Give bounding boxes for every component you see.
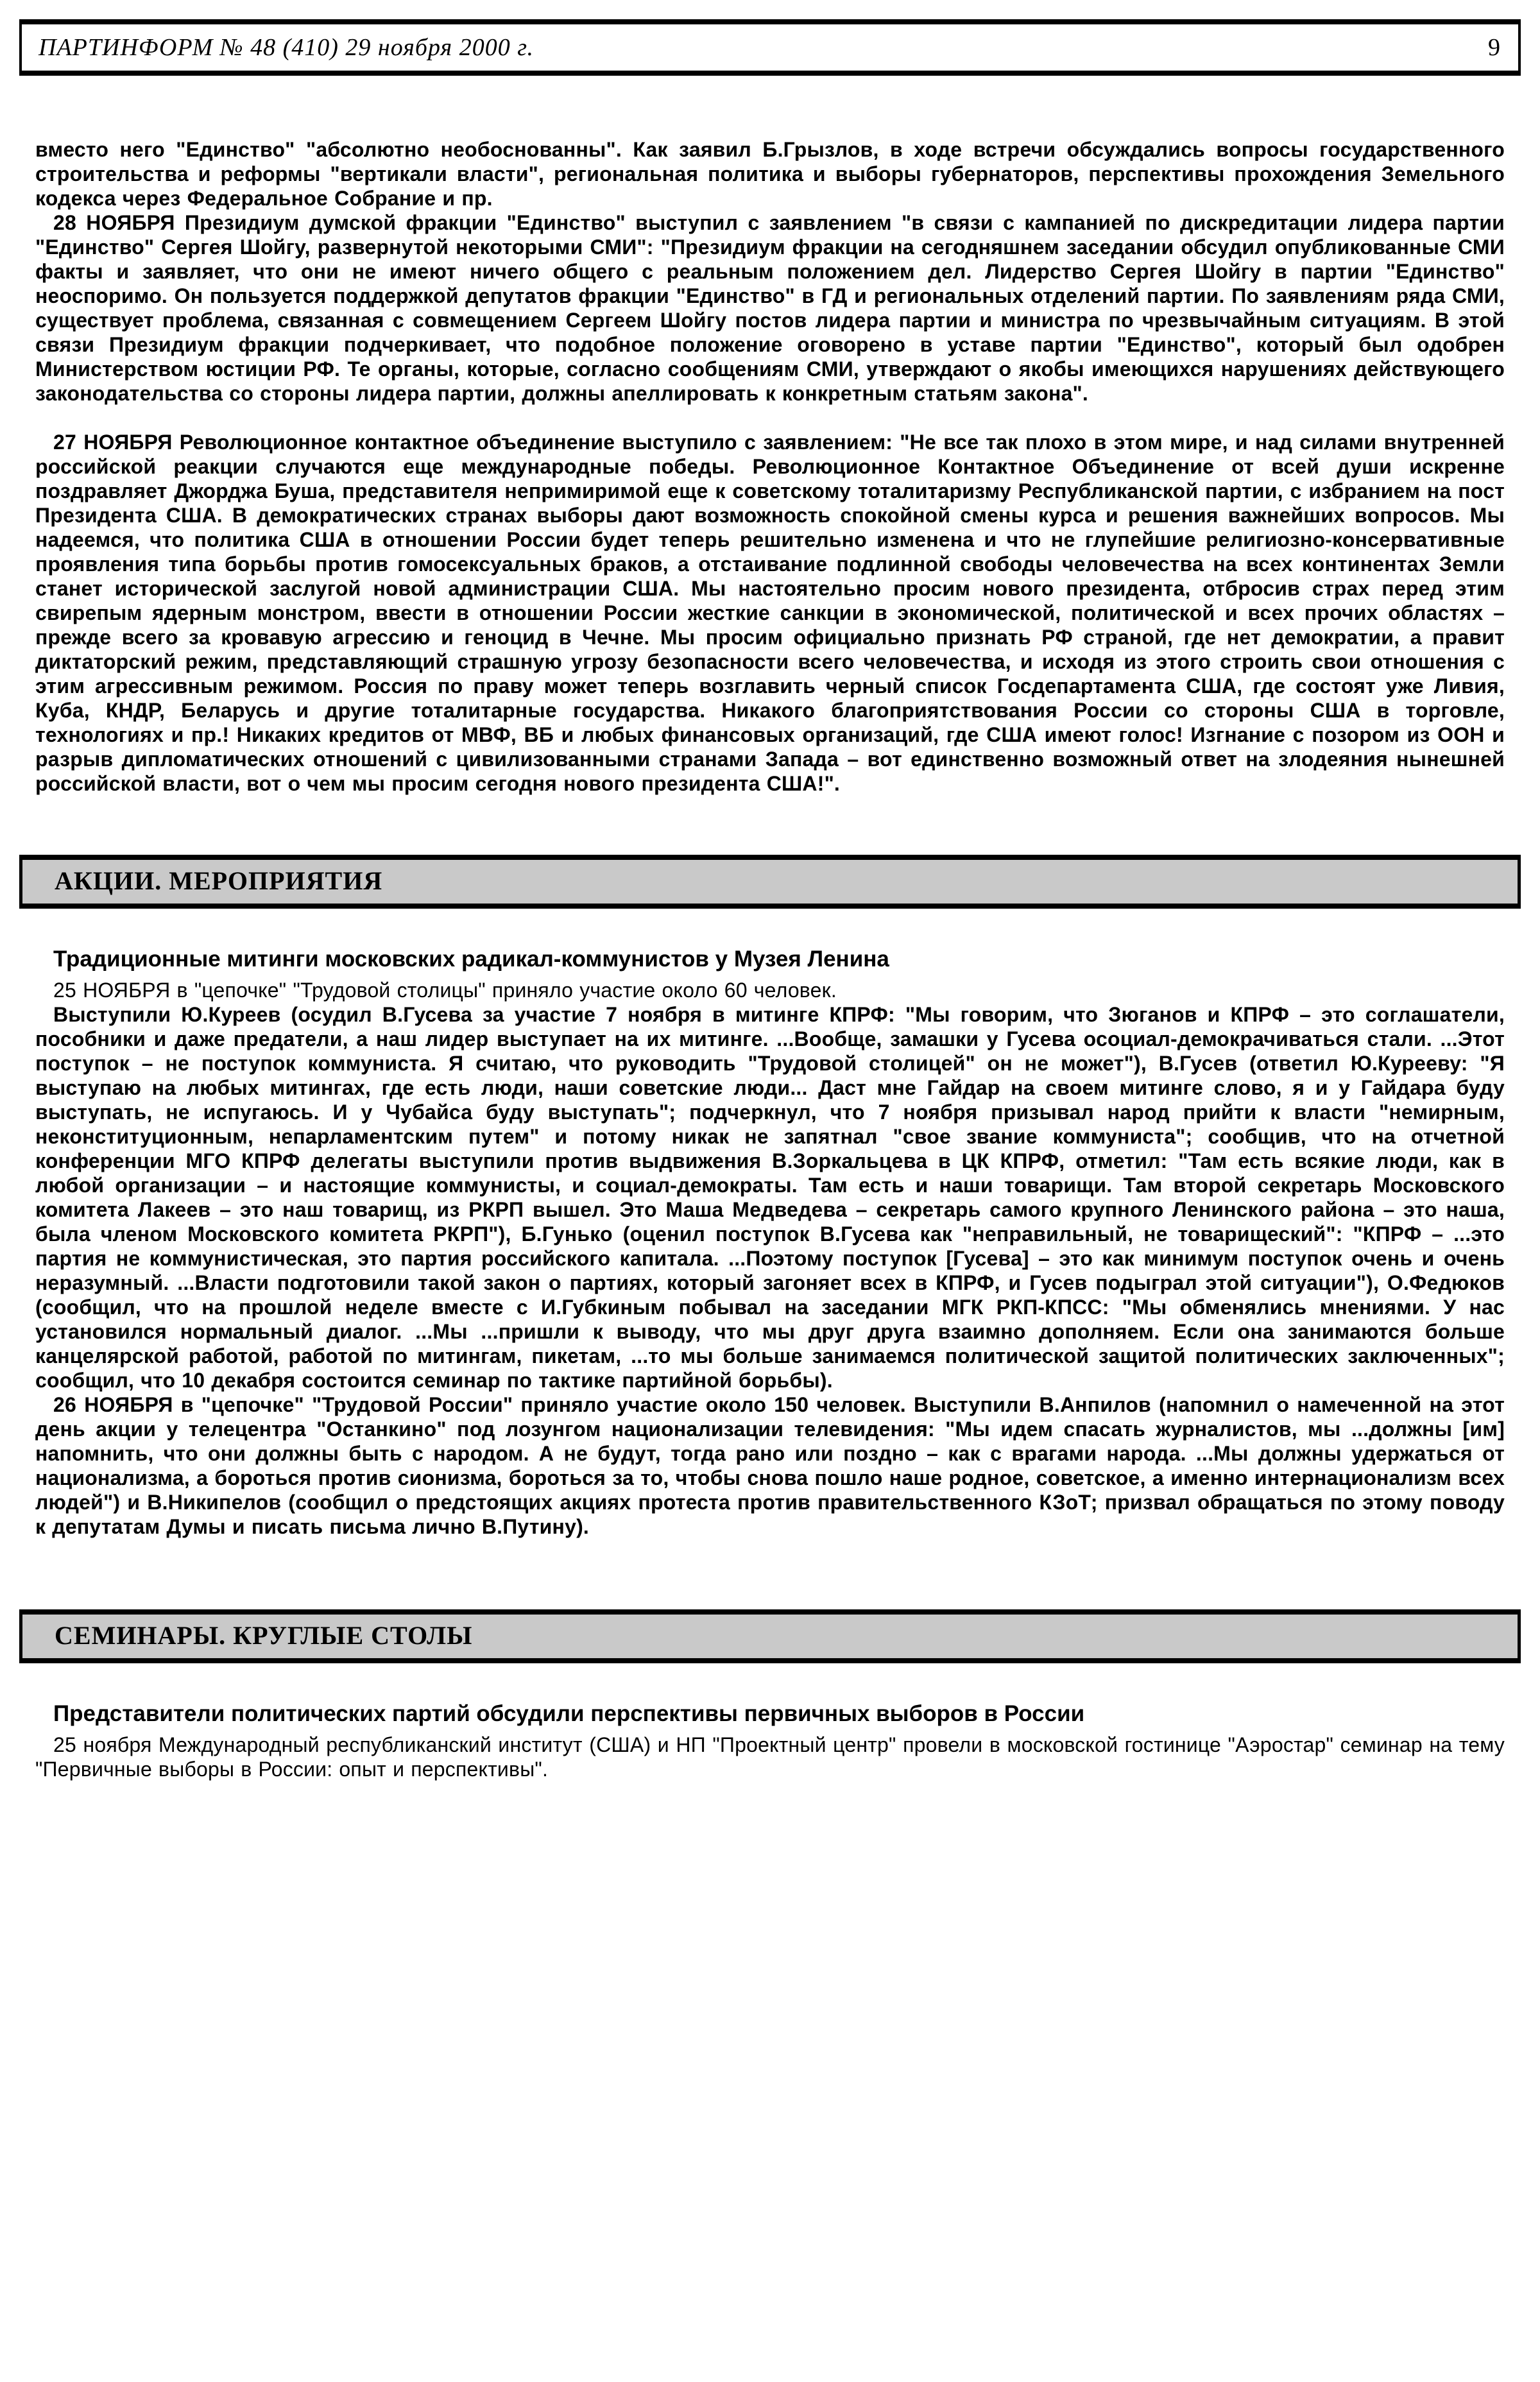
page-number: 9	[1488, 34, 1500, 61]
paragraph-speakers: Выступили Ю.Куреев (осудил В.Гусева за участие 7 ноября в митинге КПРФ: "Мы говорим, что Зюганов и КПРФ – это соглашатели, пособники и даже предатели, а наш лидер выступает на их митинге. ...Вообще, замашки у Гусева осоциал-демокрачиваться стали. ...Этот поступок – не поступок коммуниста. Я считаю, что руководить "Трудовой столицей" он не может"), В.Гусев (ответил Ю.Курееву: "Я выступаю на любых митингах, где есть люди, наши советские люди... Даст мне Гайдар на своем митинге слово, я и у Гайдара буду выступать, не испугаюсь. И у Чубайса буду выступать"; подчеркнул, что 7 ноября призывал народ прийти к власти "немирным, неконституционным, непарламентским путем" и потому никак не запятнал "свое звание коммуниста"; сообщив, что на отчетной конференции МГО КПРФ делегаты выступили против выдвижения В.Зоркальцева в ЦК КПРФ, отметил: "Там есть всякие люди, как в любой организации – и настоящие коммунисты, и социал-демократы. Там есть и наши товарищи. Там второй секретарь Московского комитета Лакеев – это наш товарищ, из РКРП вышел. Это Маша Медведева – секретарь самого крупного Ленинского района – это наша, была членом Московского комитета РКРП"), Б.Гунько (оценил поступок В.Гусева как "неправильный, не товарищеский": "КПРФ – ...это партия не коммунистическая, это партия российского капитала. ...Поэтому поступок [Гусева] – это как минимум поступок очень и очень неразумный. ...Власти подготовили такой закон о партиях, который загоняет всех в КПРФ, и Гусев подыграл этой ситуации"), О.Федюков (сообщил, что на прошлой неделе вместе с И.Губкиным побывал на заседании МГК РКП-КПСС: "Мы обменялись мнениями. У нас установился нормальный диалог. ...Мы ...пришли к выводу, что мы друг друга взаимно дополняем. Если она занимаются больше канцелярской работой, работой по митингам, пикетам, ...то мы больше занимаемся политической защитой политических заключенных"; сообщил, что 10 декабря состоится семинар по тактике партийной борьбы).	[35, 1003, 1505, 1392]
paragraph-27-november: 27 НОЯБРЯ Революционное контактное объединение выступило с заявлением: "Не все так плохо в этом мире, и над силами внутренней российской реакции случаются еще международные победы. Революционное Контактное Объединение от всей души искренне поздравляет Джорджа Буша, представителя непримиримой еще к советскому тоталитаризму Республиканской партии, с избранием на пост Президента США. В демократических странах выборы дают возможность спокойной смены курса и решения важнейших вопросов. Мы надеемся, что политика США в отношении России будет теперь решительно изменена и что не глупейшие религиозно-консервативные проявления типа борьбы против гомосексуальных браков, а отстаивание подлинной свободы человечества на всех континентах Земли станет исторической заслугой новой администрации США. Мы настоятельно просим нового президента, отбросив страх перед этим свирепым ядерным монстром, ввести в отношении России жесткие санкции в экономической, политической и всех прочих областях – прежде всего за кровавую агрессию и геноцид в Чечне. Мы просим официально признать РФ страной, где нет демократии, а правит диктаторский режим, представляющий страшную угрозу безопасности всего человечества, и исходя из этого строить свои отношения с этим агрессивным режимом. Россия по праву может теперь возглавить черный список Госдепартамента США, где состоят уже Ливия, Куба, КНДР, Беларусь и другие тоталитарные государства. Никакого благоприятствования России со стороны США в торговле, технологиях и пр.! Никаких кредитов от МВФ, ВБ и любых финансовых организаций, где США имеют голос! Изгнание с позором из ООН и разрыв дипломатических отношений с цивилизованными странами Запада – вот единственно возможный ответ на злодеяния нынешней российской власти, вот о чем мы просим сегодня нового президента США!".	[35, 431, 1505, 795]
section-bar-actions	[19, 855, 1521, 909]
newsletter-title: ПАРТИНФОРМ № 48 (410) 29 ноября 2000 г.	[38, 34, 535, 61]
paragraph-seminar-intro: 25 ноября Международный республиканский институт (США) и НП "Проектный центр" провели в московской гостинице "Аэростар" семинар на тему "Первичные выборы в России: опыт и перспективы".	[35, 1733, 1505, 1781]
page-content	[35, 137, 1505, 1781]
subheading-radical-communist-meetings: Традиционные митинги московских радикал-коммунистов у Музея Ленина	[53, 947, 889, 972]
paragraph-26-november: 26 НОЯБРЯ в "цепочке" "Трудовой России" приняло участие около 150 человек. Выступили В.Анпилов (напомнил о намеченной на этот день акции у телецентра "Останкино" под лозунгом национализации телевидения: "Мы идем спасать журналистов, мы ...должны [им] напомнить, что они должны быть с народом. А не будут, тогда рано или поздно – как с врагами народа. ...Мы должны удержаться от национализма, а бороться против сионизма, бороться за то, чтобы снова пошло наше родное, советское, а именно интернационализм всех людей") и В.Никипелов (сообщил о предстоящих акциях протеста против правительственного КЗоТ; призвал обращаться по этому поводу к депутатам Думы и писать письма лично В.Путину).	[35, 1393, 1505, 1538]
paragraph-continuation: вместо него "Единство" "абсолютно необоснованны". Как заявил Б.Грызлов, в ходе встречи обсуждались вопросы государственного строительства и реформы "вертикали власти", региональная политика и выборы губернаторов, перспективы прохождения Земельного кодекса через Федеральное Собрание и пр.	[35, 138, 1505, 210]
section-bar-seminars-title: СЕМИНАРЫ. КРУГЛЫЕ СТОЛЫ	[55, 1621, 473, 1650]
page-header	[19, 19, 1521, 76]
paragraph-28-november: 28 НОЯБРЯ Президиум думской фракции "Единство" выступил с заявлением "в связи с кампанией по дискредитации лидера партии "Единство" Сергея Шойгу, развернутой некоторыми СМИ": "Президиум фракции на сегодняшнем заседании обсудил опубликованные СМИ факты и заявляет, что они не имеют ничего общего с реальным положением дел. Лидерство Сергея Шойгу в партии "Единство" неоспоримо. Он пользуется поддержкой депутатов фракции "Единство" в ГД и региональных отделений партии. По заявлениям ряда СМИ, существует проблема, связанная с совмещением Сергеем Шойгу постов лидера партии и министра по чрезвычайным ситуациям. В этой связи Президиум фракции подчеркивает, что подобное положение оговорено в уставе партии "Единство", который был одобрен Министерством юстиции РФ. Те органы, которые, согласно сообщениям СМИ, утверждают о якобы имеющихся нарушениях действующего законодательства со стороны лидера партии, должны апеллировать к конкретным статьям закона".	[35, 211, 1505, 405]
paragraph-25-november-intro: 25 НОЯБРЯ в "цепочке" "Трудовой столицы" приняло участие около 60 человек.	[53, 979, 837, 1002]
subheading-primary-elections: Представители политических партий обсудили перспективы первичных выборов в России	[53, 1701, 1085, 1726]
section-bar-actions-title: АКЦИИ. МЕРОПРИЯТИЯ	[55, 866, 383, 895]
section-bar-seminars	[19, 1609, 1521, 1663]
